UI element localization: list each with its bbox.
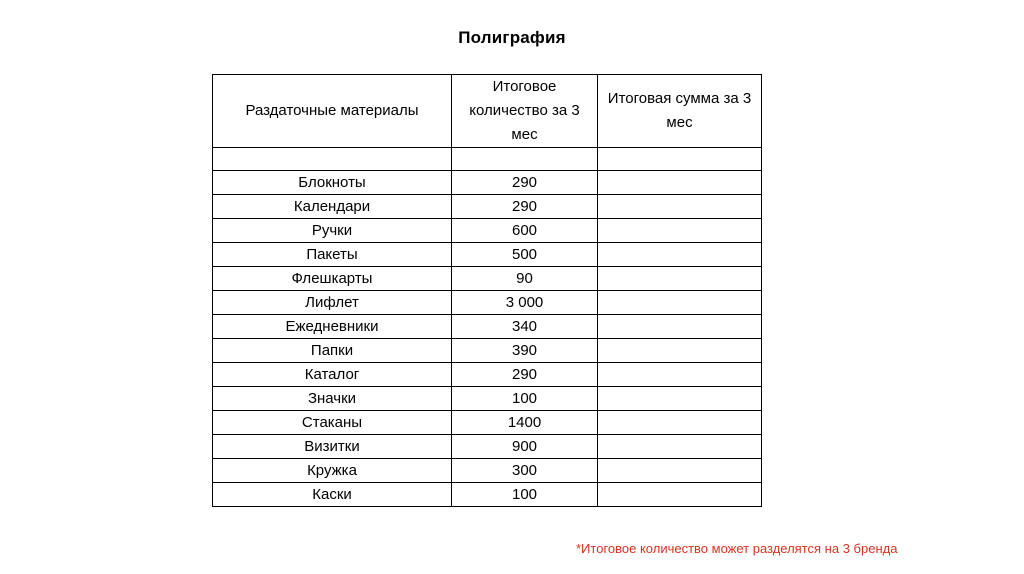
cell-qty: 340 — [452, 315, 598, 339]
cell-name: Кружка — [213, 459, 452, 483]
cell-name: Блокноты — [213, 171, 452, 195]
cell-name: Пакеты — [213, 243, 452, 267]
cell-name: Флешкарты — [213, 267, 452, 291]
cell-qty: 100 — [452, 387, 598, 411]
cell-sum — [598, 363, 762, 387]
table-body — [213, 75, 762, 507]
cell-name: Каталог — [213, 363, 452, 387]
cell-name: Каски — [213, 483, 452, 507]
table-row — [213, 387, 762, 411]
cell-qty: 390 — [452, 339, 598, 363]
header-sum: Итоговая сумма за 3 мес — [598, 75, 762, 148]
table-row — [213, 171, 762, 195]
cell-sum — [598, 459, 762, 483]
table-row — [213, 148, 762, 171]
cell-qty: 3 000 — [452, 291, 598, 315]
cell-name: Визитки — [213, 435, 452, 459]
cell-qty: 100 — [452, 483, 598, 507]
cell-name: Папки — [213, 339, 452, 363]
cell-sum — [598, 219, 762, 243]
table-row — [213, 219, 762, 243]
cell-qty: 290 — [452, 363, 598, 387]
cell-sum — [598, 243, 762, 267]
table-row — [213, 243, 762, 267]
cell-qty: 1400 — [452, 411, 598, 435]
table-row — [213, 195, 762, 219]
cell-qty: 300 — [452, 459, 598, 483]
table-row — [213, 459, 762, 483]
cell-name: Ручки — [213, 219, 452, 243]
table-row — [213, 411, 762, 435]
cell-sum — [598, 267, 762, 291]
cell-qty: 500 — [452, 243, 598, 267]
footnote: *Итоговое количество может разделятся на 3 бренда — [576, 541, 898, 556]
cell-sum — [598, 195, 762, 219]
cell-sum — [598, 148, 762, 171]
cell-name: Лифлет — [213, 291, 452, 315]
cell-qty: 900 — [452, 435, 598, 459]
cell-sum — [598, 171, 762, 195]
cell-sum — [598, 315, 762, 339]
cell-qty — [452, 148, 598, 171]
cell-sum — [598, 483, 762, 507]
table-row — [213, 483, 762, 507]
table-row — [213, 435, 762, 459]
table-row — [213, 267, 762, 291]
table-row — [213, 339, 762, 363]
cell-sum — [598, 339, 762, 363]
cell-sum — [598, 387, 762, 411]
cell-sum — [598, 411, 762, 435]
table-row — [213, 363, 762, 387]
table-row — [213, 291, 762, 315]
cell-qty: 90 — [452, 267, 598, 291]
table-header-row — [213, 75, 762, 148]
header-materials: Раздаточные материалы — [213, 75, 452, 148]
cell-sum — [598, 291, 762, 315]
cell-name: Календари — [213, 195, 452, 219]
cell-name: Стаканы — [213, 411, 452, 435]
page-title: Полиграфия — [458, 28, 566, 47]
cell-qty: 290 — [452, 171, 598, 195]
materials-table — [212, 74, 762, 507]
cell-sum — [598, 435, 762, 459]
cell-qty: 290 — [452, 195, 598, 219]
cell-name: Ежедневники — [213, 315, 452, 339]
cell-name — [213, 148, 452, 171]
cell-qty: 600 — [452, 219, 598, 243]
table-row — [213, 315, 762, 339]
cell-name: Значки — [213, 387, 452, 411]
header-quantity: Итоговое количество за 3 мес — [452, 75, 598, 148]
